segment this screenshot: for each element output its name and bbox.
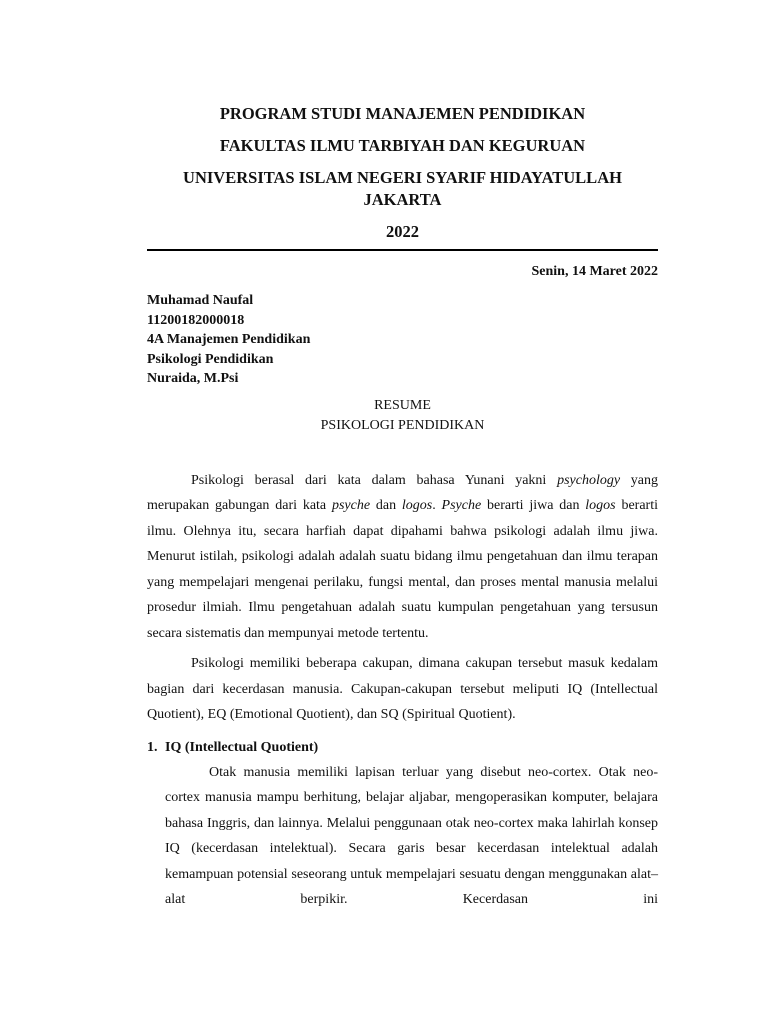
header-university: UNIVERSITAS ISLAM NEGERI SYARIF HIDAYATULLAH [183,168,622,187]
section-heading-iq [147,738,658,758]
header-divider [147,249,658,251]
text-run: . [432,498,442,513]
italic-term: Psyche [441,498,482,513]
italic-term: logos [585,498,616,513]
text-run: berarti jiwa dan [481,498,586,513]
italic-term: psychology [557,472,621,488]
title-line-2: PSIKOLOGI PENDIDIKAN [320,417,485,433]
header-study-program: PROGRAM STUDI MANAJEMEN PENDIDIKAN [219,104,586,123]
document-date: Senin, 14 Maret 2022 [531,264,658,279]
lecturer-name: Nuraida, M.Psi [147,371,239,386]
text-run: yang merupakan gabungan dari kata [147,472,658,513]
text-run: Psikologi berasal dari kata dalam bahasa Yunani yakni [191,472,558,488]
section-title: IQ (Intellectual Quotient) [165,739,319,755]
header-city: JAKARTA [363,190,442,209]
text-run: dan [370,498,402,513]
document-header [147,103,658,251]
paragraph-definition [147,468,658,647]
paragraph-scope: Psikologi memiliki beberapa cakupan, dimana cakupan tersebut masuk kedalam bagian dari kecerdasan manusia. Cakupan-cakupan tersebut meliputi IQ (Intellectual Quotient), EQ (Emotional Quotient), dan SQ (Spiritual Quotient). [147,656,658,722]
header-faculty: FAKULTAS ILMU TARBIYAH DAN KEGURUAN [219,136,586,155]
italic-term: psyche [331,498,371,513]
section-number: 1. [147,739,158,755]
italic-term: logos [401,498,433,513]
text-run: berarti ilmu. Olehnya itu, secara harfiah dapat dipahami bahwa psikologi adalah ilmu jiwa. Menurut istilah, psikologi adalah adalah suatu bidang ilmu pengetahuan dan ilmu terapan yang mempelajari mengenai perilaku, fungsi mental, dan proses mental manusia melalui prosedur ilmiah. Ilmu pengetahuan adalah suatu kumpulan pengetahuan yang tersusun secara sistematis dan mempunyai metode tertentu. [147,498,658,641]
course-name: Psikologi Pendidikan [147,351,274,367]
document-page [147,100,658,927]
section-body-iq: Otak manusia memiliki lapisan terluar yang disebut neo-cortex. Otak neo-cortex manusia mampu berhitung, belajar aljabar, mengoperasikan komputer, belajara bahasa Inggris, dan lainnya. Melalui penggunaan otak neo-cortex maka lahirlah konsep IQ (kecerdasan intelektual). Secara garis besar kecerdasan intelektual adalah kemampuan potensial seseorang untuk mempelajari sesuatu dengan menggunakan alat–alat berpikir. Kecerdasan ini [165,764,658,907]
student-class: 4A Manajemen Pendidikan [147,332,311,347]
header-year: 2022 [386,222,419,241]
document-title [147,396,658,436]
student-nim: 11200182000018 [147,312,245,328]
title-line-1: RESUME [374,397,431,413]
student-identity [147,291,658,389]
student-name: Muhamad Naufal [147,293,254,308]
